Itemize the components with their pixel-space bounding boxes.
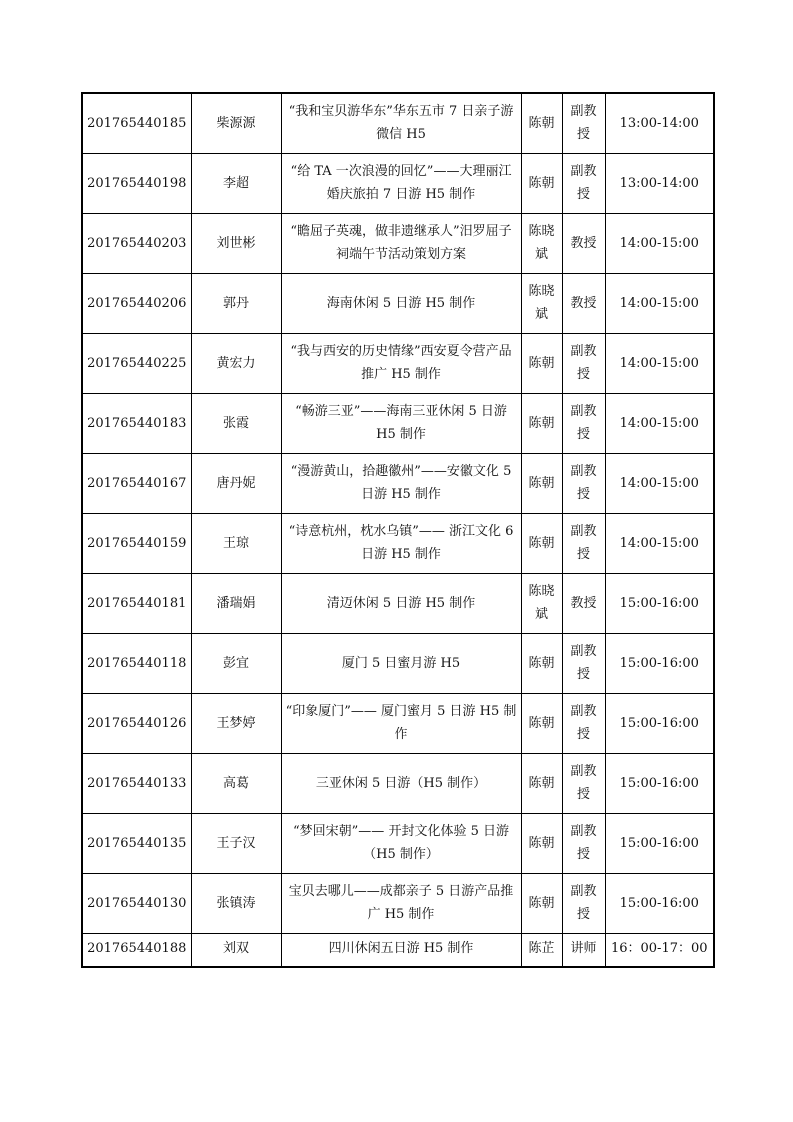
table-row [82, 813, 714, 873]
time-slot-cell: 15:00-16:00 [605, 813, 714, 873]
topic-cell: “瞻屈子英魂，做非遗继承人”汨罗屈子祠端午节活动策划方案 [281, 213, 521, 273]
teacher-cell [521, 453, 562, 513]
teacher-title: 副教授 [570, 524, 597, 562]
student-id-cell: 201765440133 [82, 753, 191, 813]
teacher-name: 陈朝 [528, 835, 555, 851]
topic-cell: “畅游三亚”——海南三亚休闲 5 日游 H5 制作 [281, 393, 521, 453]
teacher-cell [521, 273, 562, 333]
teacher-title: 副教授 [570, 884, 597, 922]
student-id-cell: 201765440225 [82, 333, 191, 393]
teacher-name: 陈朝 [528, 655, 555, 671]
teacher-title: 副教授 [570, 344, 597, 382]
time-slot-cell: 14:00-15:00 [605, 513, 714, 573]
student-id-cell: 201765440126 [82, 693, 191, 753]
teacher-cell [521, 333, 562, 393]
teacher-cell [521, 933, 562, 967]
time-slot-cell: 14:00-15:00 [605, 273, 714, 333]
teacher-title: 副教授 [570, 764, 597, 802]
table-row [82, 213, 714, 273]
teacher-cell [521, 873, 562, 933]
time-slot-cell: 15:00-16:00 [605, 753, 714, 813]
topic-cell: “诗意杭州，枕水乌镇”—— 浙江文化 6 日游 H5 制作 [281, 513, 521, 573]
teacher-title-cell [562, 453, 605, 513]
topic-cell: 厦门 5 日蜜月游 H5 [281, 633, 521, 693]
teacher-title: 讲师 [570, 940, 597, 956]
time-slot-cell: 14:00-15:00 [605, 333, 714, 393]
topic-cell: “给 TA 一次浪漫的回忆”——大理丽江婚庆旅拍 7 日游 H5 制作 [281, 153, 521, 213]
teacher-name: 陈朝 [528, 775, 555, 791]
student-name-cell: 黄宏力 [191, 333, 281, 393]
student-id-cell: 201765440167 [82, 453, 191, 513]
topic-cell: “我和宝贝游华东”华东五市 7 日亲子游微信 H5 [281, 93, 521, 153]
teacher-cell [521, 153, 562, 213]
teacher-name: 陈芷 [528, 940, 555, 956]
table-row [82, 153, 714, 213]
teacher-title-cell [562, 873, 605, 933]
teacher-name: 陈朝 [528, 355, 555, 371]
time-slot-cell: 15:00-16:00 [605, 633, 714, 693]
teacher-name: 陈朝 [528, 535, 555, 551]
table-row [82, 753, 714, 813]
topic-cell: “梦回宋朝”—— 开封文化体验 5 日游（H5 制作） [281, 813, 521, 873]
student-id-cell: 201765440198 [82, 153, 191, 213]
student-name-cell: 高葛 [191, 753, 281, 813]
teacher-title-cell [562, 753, 605, 813]
student-id-cell: 201765440188 [82, 933, 191, 967]
time-slot-cell: 14:00-15:00 [605, 213, 714, 273]
teacher-title-cell [562, 513, 605, 573]
teacher-title-cell [562, 213, 605, 273]
teacher-title: 教授 [570, 295, 597, 311]
teacher-cell [521, 513, 562, 573]
teacher-title-cell [562, 393, 605, 453]
table-row [82, 633, 714, 693]
teacher-title-cell [562, 693, 605, 753]
time-slot-cell: 14:00-15:00 [605, 393, 714, 453]
teacher-title-cell [562, 153, 605, 213]
student-name-cell: 刘世彬 [191, 213, 281, 273]
teacher-title-cell [562, 813, 605, 873]
student-id-cell: 201765440203 [82, 213, 191, 273]
topic-cell: 四川休闲五日游 H5 制作 [281, 933, 521, 967]
student-id-cell: 201765440181 [82, 573, 191, 633]
teacher-title: 教授 [570, 235, 597, 251]
student-name-cell: 唐丹妮 [191, 453, 281, 513]
teacher-title-cell [562, 633, 605, 693]
teacher-title: 副教授 [570, 824, 597, 862]
teacher-name: 陈晓斌 [528, 224, 555, 262]
table-row [82, 573, 714, 633]
student-id-cell: 201765440135 [82, 813, 191, 873]
teacher-name: 陈晓斌 [528, 284, 555, 322]
teacher-name: 陈朝 [528, 715, 555, 731]
topic-cell: 清迈休闲 5 日游 H5 制作 [281, 573, 521, 633]
teacher-title: 副教授 [570, 704, 597, 742]
topic-cell: 宝贝去哪儿——成都亲子 5 日游产品推广 H5 制作 [281, 873, 521, 933]
teacher-cell [521, 633, 562, 693]
table-row [82, 273, 714, 333]
teacher-name: 陈朝 [528, 475, 555, 491]
student-id-cell: 201765440159 [82, 513, 191, 573]
student-name-cell: 潘瑞娟 [191, 573, 281, 633]
teacher-name: 陈晓斌 [528, 584, 555, 622]
teacher-cell [521, 693, 562, 753]
student-name-cell: 张霞 [191, 393, 281, 453]
student-name-cell: 彭宜 [191, 633, 281, 693]
table-row [82, 93, 714, 153]
table-row [82, 453, 714, 513]
student-id-cell: 201765440185 [82, 93, 191, 153]
student-name-cell: 王子汉 [191, 813, 281, 873]
teacher-title: 副教授 [570, 164, 597, 202]
table-row [82, 873, 714, 933]
teacher-cell [521, 753, 562, 813]
time-slot-cell: 15:00-16:00 [605, 693, 714, 753]
teacher-cell [521, 813, 562, 873]
teacher-name: 陈朝 [528, 415, 555, 431]
student-name-cell: 刘双 [191, 933, 281, 967]
student-id-cell: 201765440206 [82, 273, 191, 333]
student-id-cell: 201765440130 [82, 873, 191, 933]
teacher-title: 副教授 [570, 404, 597, 442]
teacher-cell [521, 393, 562, 453]
teacher-name: 陈朝 [528, 895, 555, 911]
teacher-cell [521, 93, 562, 153]
time-slot-cell: 15:00-16:00 [605, 573, 714, 633]
teacher-title-cell [562, 273, 605, 333]
schedule-table [81, 92, 715, 968]
teacher-cell [521, 573, 562, 633]
table-row [82, 513, 714, 573]
teacher-title-cell [562, 933, 605, 967]
teacher-title-cell [562, 573, 605, 633]
teacher-name: 陈朝 [528, 115, 555, 131]
student-id-cell: 201765440118 [82, 633, 191, 693]
teacher-title: 教授 [570, 595, 597, 611]
student-name-cell: 李超 [191, 153, 281, 213]
student-name-cell: 王梦婷 [191, 693, 281, 753]
student-name-cell: 张镇涛 [191, 873, 281, 933]
topic-cell: 海南休闲 5 日游 H5 制作 [281, 273, 521, 333]
student-name-cell: 郭丹 [191, 273, 281, 333]
student-name-cell: 王琼 [191, 513, 281, 573]
time-slot-cell: 15:00-16:00 [605, 873, 714, 933]
teacher-title-cell [562, 93, 605, 153]
teacher-cell [521, 213, 562, 273]
table-row [82, 393, 714, 453]
teacher-title: 副教授 [570, 644, 597, 682]
teacher-title-cell [562, 333, 605, 393]
time-slot-cell: 13:00-14:00 [605, 93, 714, 153]
teacher-title: 副教授 [570, 464, 597, 502]
time-slot-cell: 13:00-14:00 [605, 153, 714, 213]
time-slot-cell: 16：00-17：00 [605, 933, 714, 967]
topic-cell: 三亚休闲 5 日游（H5 制作） [281, 753, 521, 813]
time-slot-cell: 14:00-15:00 [605, 453, 714, 513]
topic-cell: “我与西安的历史情缘”西安夏令营产品推广 H5 制作 [281, 333, 521, 393]
topic-cell: “印象厦门”—— 厦门蜜月 5 日游 H5 制作 [281, 693, 521, 753]
table-row [82, 693, 714, 753]
student-name-cell: 柴源源 [191, 93, 281, 153]
teacher-name: 陈朝 [528, 175, 555, 191]
student-id-cell: 201765440183 [82, 393, 191, 453]
table-row [82, 933, 714, 967]
topic-cell: “漫游黄山，拾趣徽州”——安徽文化 5 日游 H5 制作 [281, 453, 521, 513]
teacher-title: 副教授 [570, 104, 597, 143]
table-row [82, 333, 714, 393]
